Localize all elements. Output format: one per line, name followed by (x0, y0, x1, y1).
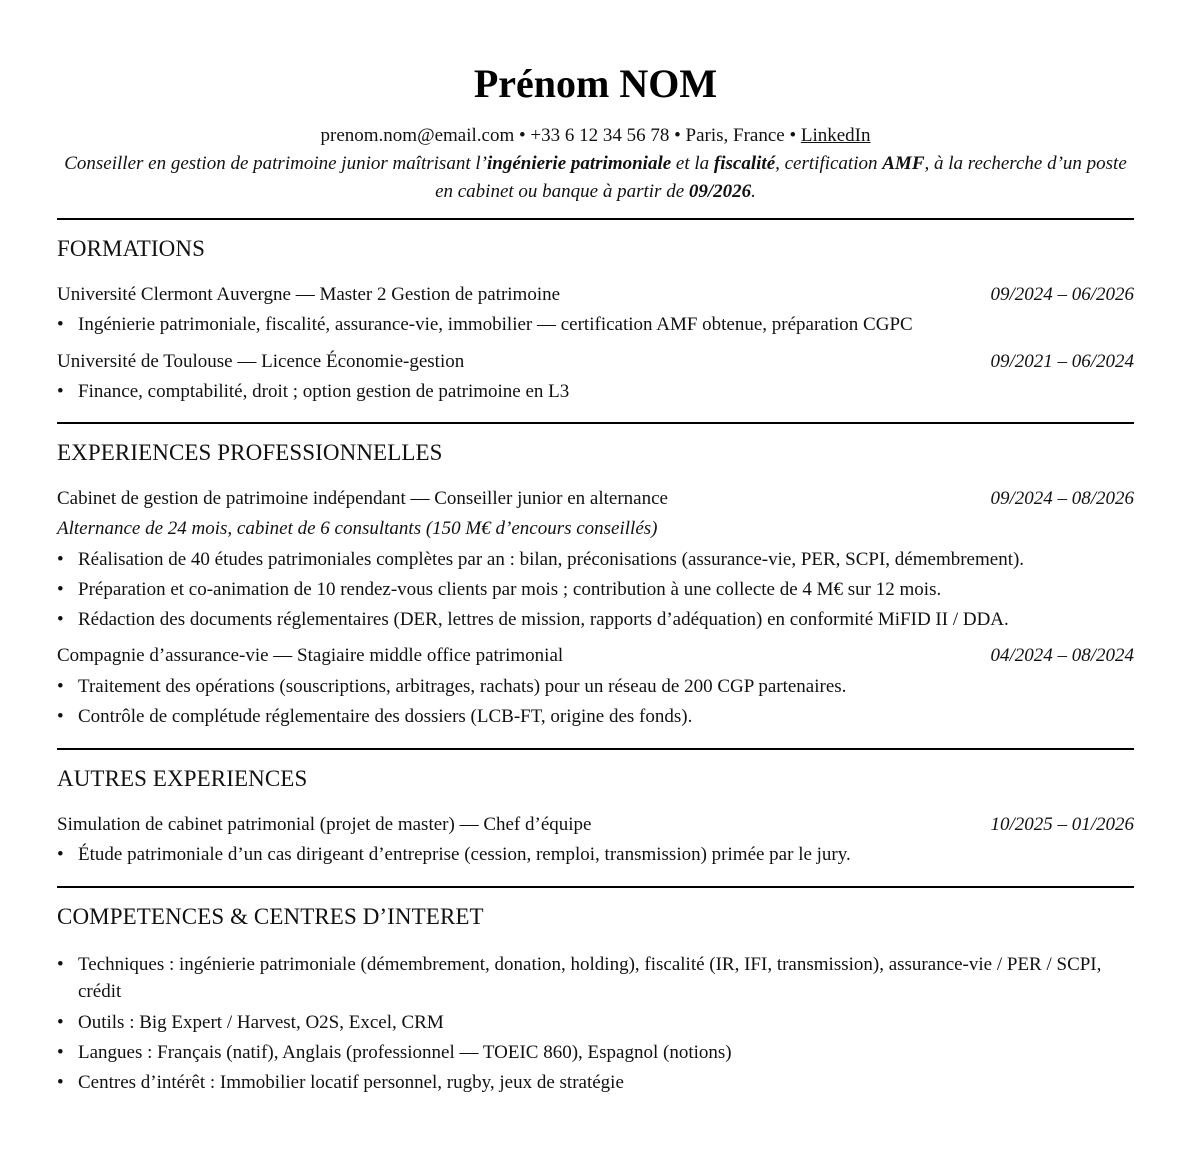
entry-title: Simulation de cabinet patrimonial (projet de master) — Chef d’équipe (57, 814, 592, 835)
bullet-icon: • (57, 579, 64, 600)
entry-header (57, 487, 1134, 511)
bullet-icon: • (57, 1042, 64, 1063)
formation-entry (57, 350, 1134, 405)
list-item-text: Rédaction des documents réglementaires (DER, lettres de mission, rapports d’adéquation) en conformité MiFID II / DDA. (78, 609, 1009, 630)
bullet-icon: • (57, 706, 64, 727)
list-item-text: Réalisation de 40 études patrimoniales complètes par an : bilan, préconisations (assurance-vie, PER, SCPI, démembrement). (78, 549, 1025, 570)
experience-entry (57, 644, 1134, 730)
bullet-icon: • (57, 954, 64, 975)
list-item-text: Centres d’intérêt : Immobilier locatif personnel, rugby, jeux de stratégie (78, 1072, 624, 1093)
section-divider (57, 422, 1134, 424)
bullet-icon: • (57, 381, 64, 402)
list-item (57, 311, 1134, 338)
list-item (57, 1069, 1134, 1096)
summary-text: . (751, 181, 756, 202)
list-item (57, 1039, 1134, 1066)
candidate-name: Prénom NOM (473, 61, 718, 106)
bullet-icon: • (57, 1072, 64, 1093)
section-title: EXPERIENCES PROFESSIONNELLES (57, 440, 443, 465)
entry-title: Université Clermont Auvergne — Master 2 Gestion de patrimoine (57, 284, 561, 305)
entry-title: Université de Toulouse — Licence Économie-gestion (57, 351, 465, 372)
contact-details: prenom.nom@email.com • +33 6 12 34 56 78 • Paris, France • (320, 125, 801, 146)
entry-note: Alternance de 24 mois, cabinet de 6 consultants (150 M€ d’encours conseillés) (57, 518, 658, 539)
list-item-text: Contrôle de complétude réglementaire des dossiers (LCB-FT, origine des fonds). (78, 706, 693, 727)
formation-entry (57, 283, 1134, 338)
section-title: AUTRES EXPERIENCES (57, 766, 308, 791)
section-formations (57, 235, 1134, 405)
entry-header (57, 813, 1134, 837)
bullet-list (57, 546, 1134, 633)
entry-dates: 09/2024 – 08/2026 (990, 488, 1134, 509)
section-experiences (57, 439, 1134, 730)
entry-dates: 04/2024 – 08/2024 (990, 645, 1134, 666)
summary-keyword: ingénierie patrimoniale (486, 153, 672, 174)
section-title: COMPETENCES & CENTRES D’INTERET (57, 904, 484, 929)
bullet-list (57, 378, 1134, 405)
summary-text: et la (671, 153, 714, 174)
list-item (57, 576, 1134, 603)
list-item-text: Outils : Big Expert / Harvest, O2S, Excel, CRM (78, 1012, 444, 1033)
bullet-icon: • (57, 549, 64, 570)
entry-header (57, 283, 1134, 307)
bullet-list (57, 951, 1134, 1096)
bullet-icon: • (57, 1012, 64, 1033)
list-item (57, 546, 1134, 573)
entry-dates: 09/2021 – 06/2024 (990, 351, 1134, 372)
list-item-text: Préparation et co-animation de 10 rendez-vous clients par mois ; contribution à une collecte de 4 M€ sur 12 mois. (78, 579, 942, 600)
entry-dates: 09/2024 – 06/2026 (990, 284, 1134, 305)
bullet-list (57, 841, 1134, 868)
summary-text: , à la recherche d’un poste en cabinet ou banque à partir de (435, 153, 1127, 202)
section-divider (57, 218, 1134, 220)
bullet-icon: • (57, 676, 64, 697)
entry-header (57, 644, 1134, 668)
list-item-text: Ingénierie patrimoniale, fiscalité, assurance-vie, immobilier — certification AMF obtenue, préparation CGPC (78, 314, 913, 335)
summary-text: Conseiller en gestion de patrimoine junior maîtrisant l’ (64, 153, 487, 174)
resume-page (57, 0, 1134, 1096)
list-item-text: Langues : Français (natif), Anglais (professionnel — TOEIC 860), Espagnol (notions) (78, 1042, 732, 1063)
entry-title: Cabinet de gestion de patrimoine indépendant — Conseiller junior en alternance (57, 488, 668, 509)
entry-header (57, 350, 1134, 374)
list-item (57, 1009, 1134, 1036)
contact-line (57, 124, 1134, 148)
summary-keyword: fiscalité (713, 153, 776, 174)
section-divider (57, 886, 1134, 888)
list-item-text: Finance, comptabilité, droit ; option gestion de patrimoine en L3 (78, 381, 570, 402)
profile-summary (57, 150, 1134, 206)
list-item-text: Traitement des opérations (souscriptions, arbitrages, rachats) pour un réseau de 200 CGP partenaires. (78, 676, 847, 697)
list-item (57, 673, 1134, 700)
list-item (57, 951, 1134, 1005)
experience-entry (57, 487, 1134, 633)
list-item-text: Étude patrimoniale d’un cas dirigeant d’entreprise (cession, remploi, transmission) primée par le jury. (78, 844, 851, 865)
bullet-list (57, 311, 1134, 338)
section-divider (57, 748, 1134, 750)
section-title: FORMATIONS (57, 236, 205, 261)
experience-entry (57, 813, 1134, 868)
bullet-list (57, 673, 1134, 730)
bullet-icon: • (57, 609, 64, 630)
list-item (57, 606, 1134, 633)
section-competences (57, 903, 1134, 1096)
bullet-icon: • (57, 844, 64, 865)
summary-text: , certification (775, 153, 883, 174)
summary-keyword: AMF (882, 153, 925, 174)
list-item (57, 378, 1134, 405)
entry-dates: 10/2025 – 01/2026 (990, 814, 1134, 835)
section-autres-experiences (57, 765, 1134, 868)
summary-keyword: 09/2026 (688, 181, 752, 202)
list-item (57, 841, 1134, 868)
list-item (57, 703, 1134, 730)
bullet-icon: • (57, 314, 64, 335)
linkedin-link[interactable]: LinkedIn (800, 125, 871, 146)
entry-title: Compagnie d’assurance-vie — Stagiaire middle office patrimonial (57, 645, 564, 666)
list-item-text: Techniques : ingénierie patrimoniale (démembrement, donation, holding), fiscalité (IR, IFI, transmission), assurance-vie / PER / SCPI, crédit (78, 954, 1102, 1002)
